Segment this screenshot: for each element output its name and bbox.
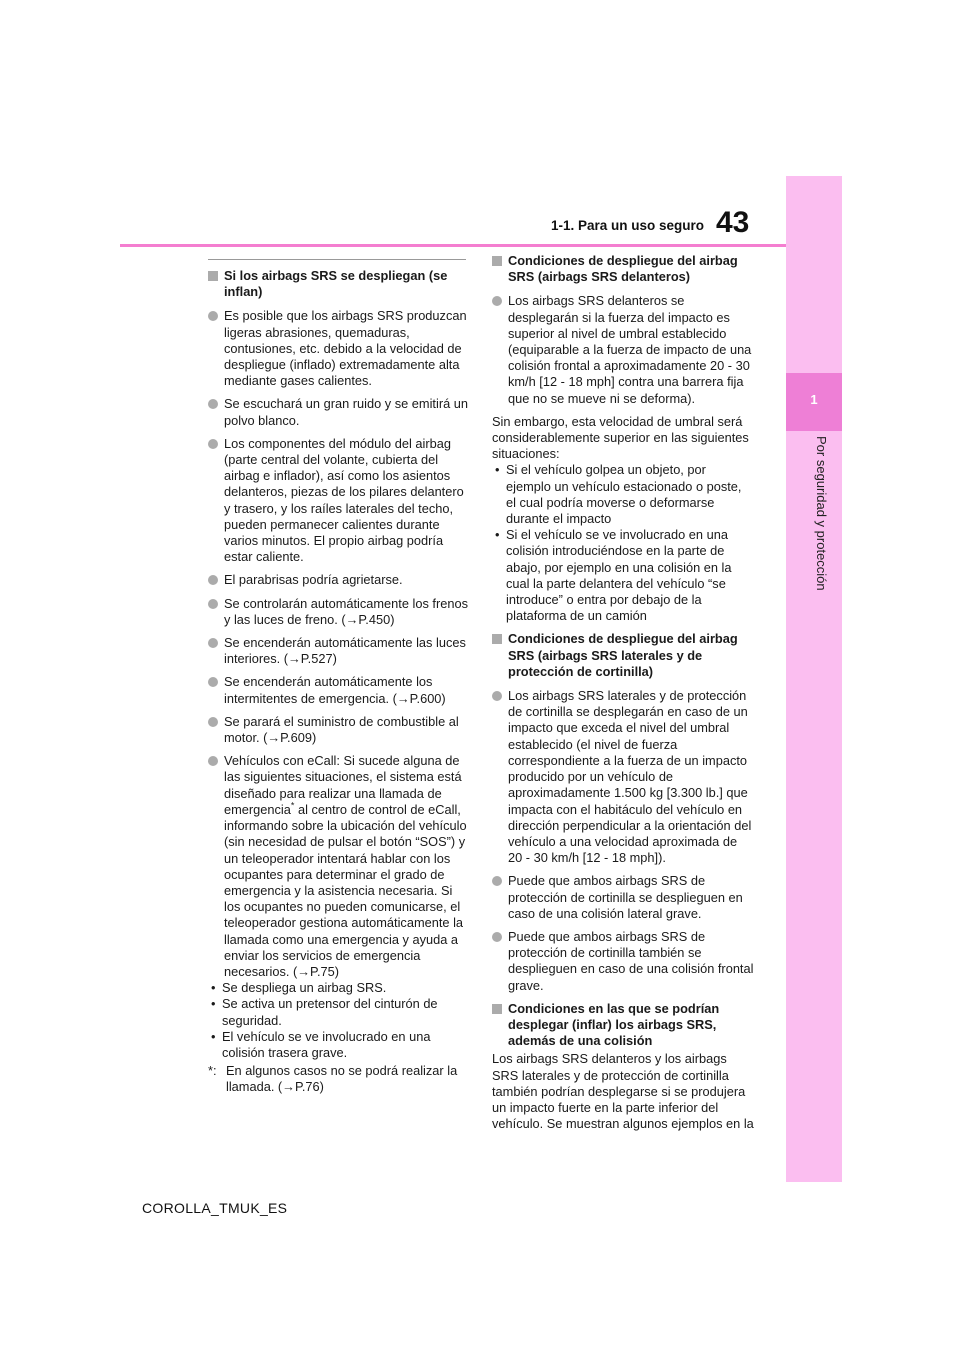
paragraph: Los airbags SRS delanteros y los airbags SRS laterales y de protección de cortinilla también podrían desplegarse si se produjera un impacto fuerte en la parte inferior del vehículo. Se muestran algunos ejemplos en la [492, 1051, 754, 1132]
bullet-item: Los airbags SRS delanteros se desplegarán si la fuerza del impacto es superior al nivel de umbral establecido (equiparable a la fuerza de impacto de una colisión frontal a aproximadamente 20 - 30 km/h [12 - 18 mph] contra una barrera fija que no se mueve ni se deforma). [492, 293, 754, 406]
paragraph: Sin embargo, esta velocidad de umbral será considerablemente superior en las siguientes situaciones: [492, 413, 749, 462]
bullet-item: Puede que ambos airbags SRS de protección de cortinilla también se desplieguen en caso de una colisión frontal grave. [492, 929, 754, 994]
bullet-item: El parabrisas podría agrietarse. [208, 572, 470, 588]
ecall-subitem: • Se activa un pretensor del cinturón de seguridad. [208, 996, 470, 1028]
page-number: 43 [716, 206, 750, 239]
ecall-text-before: Vehículos con eCall: Si sucede alguna de las siguientes situaciones, el sistema está diseñado para realizar una llamada de emergencia [224, 753, 462, 817]
ecall-subitem: • El vehículo se ve involucrado en una colisión trasera grave. [208, 1029, 470, 1061]
ecall-text-after: al centro de control de eCall, informando sobre la ubicación del vehículo (sin necesidad de pulsar el botón “SOS”) y un teleoperador intentará hablar con los ocupantes para determinar el grado de emergencia y la asistencia necesaria. Si los ocupantes no pueden comunicarse, el teleoperador gestiona automáticamente la llamada como una emergencia y ayuda a enviar los servicios de emergencia necesarios. (→P.75) [224, 801, 467, 979]
footnote-mark: *: [208, 1063, 217, 1079]
bullet-item: Los airbags SRS laterales y de protección de cortinilla se desplegarán en caso de un impacto que exceda el nivel del umbral establecido (el nivel de fuerza correspondiente a la fuerza de un impacto producido por un vehículo de aproximadamente 1.500 kg [3.300 lb.] que impacta con el habitáculo del vehículo en dirección perpendicular a la orientación del vehículo a una velocidad aproximada de 20 - 30 km/h [12 - 18 mph]). [492, 688, 754, 866]
section-heading: Condiciones en las que se podrían desplegar (inflar) los airbags SRS, además de una colisión [492, 1001, 754, 1050]
footnote-marker: * [290, 800, 295, 811]
header-rule [120, 244, 786, 247]
bullet-item: Se escuchará un gran ruido y se emitirá un polvo blanco. [208, 396, 470, 428]
footnote-text: En algunos casos no se podrá realizar la llamada. (→P.76) [226, 1063, 458, 1095]
footer-model-code: COROLLA_TMUK_ES [142, 1200, 288, 1216]
ecall-bullet [208, 753, 470, 980]
left-column [208, 268, 470, 1096]
sub-item: • Si el vehículo se ve involucrado en una colisión introduciéndose en la parte de abajo, por ejemplo en una colisión en la cual la parte delantera del vehículo “se introduce” o entra por debajo de la plataforma de un camión [492, 527, 754, 624]
ecall-subitem: • Se despliega un airbag SRS. [208, 980, 470, 996]
section-heading: Si los airbags SRS se despliegan (se inflan) [208, 268, 470, 300]
chapter-title: Por seguridad y protección [814, 436, 829, 591]
section-heading: Condiciones de despliegue del airbag SRS (airbags SRS delanteros) [492, 253, 754, 285]
bullet-item: Los componentes del módulo del airbag (parte central del volante, cubierta del airbag e inflador), así como los asientos delanteros, piezas de los pilares delantero y trasero, y los raíles laterales del techo, pueden permanecer calientes durante varios minutos. El propio airbag podría estar caliente. [208, 436, 470, 566]
side-tab [786, 176, 842, 1182]
sub-item: • Si el vehículo golpea un objeto, por ejemplo un vehículo estacionado o poste, el cual podría moverse o deformarse durante el impacto [492, 462, 754, 527]
footnote [208, 1063, 470, 1095]
column-rule [208, 259, 466, 260]
bullet-item: Se encenderán automáticamente las luces interiores. (→P.527) [208, 635, 470, 667]
bullet-item: Se encenderán automáticamente los intermitentes de emergencia. (→P.600) [208, 674, 470, 706]
bullet-item: Se parará el suministro de combustible al motor. (→P.609) [208, 714, 470, 746]
chapter-number: 1 [810, 392, 818, 407]
section-title: 1-1. Para un uso seguro [551, 218, 705, 233]
bullet-item: Se controlarán automáticamente los frenos y las luces de freno. (→P.450) [208, 596, 470, 628]
bullet-item: Es posible que los airbags SRS produzcan ligeras abrasiones, quemaduras, contusiones, etc. debido a la velocidad de despliegue (inflado) extremadamente alta mediante gases calientes. [208, 308, 470, 389]
right-column [492, 253, 754, 1132]
section-heading: Condiciones de despliegue del airbag SRS (airbags SRS laterales y de protección de cortinilla) [492, 631, 754, 680]
bullet-item: Puede que ambos airbags SRS de protección de cortinilla se desplieguen en caso de una colisión lateral grave. [492, 873, 754, 922]
